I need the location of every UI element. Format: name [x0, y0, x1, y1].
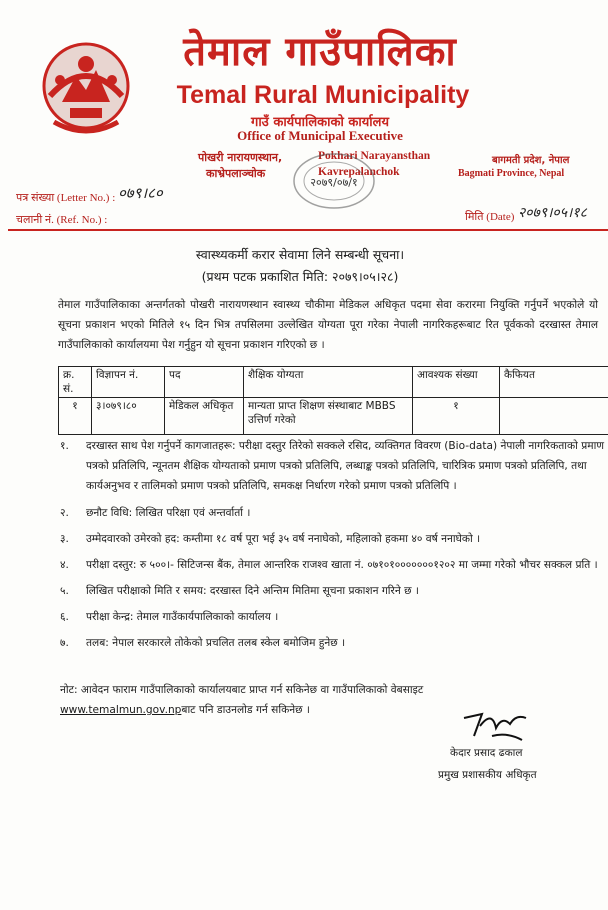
- district-np: काभ्रेपलाञ्चोक: [206, 167, 266, 180]
- province-en: Bagmati Province, Nepal: [458, 168, 565, 179]
- list-item-text: दरखास्त साथ पेश गर्नुपर्ने कागजातहरू: परीक्षा दस्तुर तिरेको सक्कले रसिद, व्यक्तिगत विवरण (Bio-data) नेपाली नागरिकताको प्रमाण पत्रको प्रतिलिपि, न्यूनतम शैक्षिक योग्यताको प्रमाण पत्रको प्रतिलिपि, लब्धाङ्क पत्रको प्रतिलिपि, चारित्रिक प्रमाण पत्रको प्रतिलिपि, तथा कार्यअनुभव र तालिमको प्रमाण पत्रको प्रतिलिपि, समकक्ष निर्धारण गरेको प्रमाण पत्रको प्रतिलिपि ।: [86, 440, 604, 492]
- list-item: [60, 555, 605, 575]
- municipality-title-np: तेमाल गाउँपालिका: [183, 29, 457, 75]
- list-item-text: उम्मेदवारको उमेरको हद: कम्तीमा १८ वर्ष पूरा भई ३५ वर्ष ननाघेको, महिलाको हकमा ४० वर्ष ननाघेको ।: [86, 533, 481, 545]
- list-item-text: छनौट विधि: लिखित परिक्षा एवं अन्तर्वार्ता ।: [86, 507, 251, 519]
- date-value: २०७९।०५।१८: [518, 206, 587, 221]
- table-header: क्र. सं.: [59, 367, 92, 398]
- list-item-number: २.: [60, 507, 69, 519]
- table-header: आवश्यक संख्या: [413, 367, 500, 398]
- table-cell: ३।०७९।८०: [92, 398, 165, 435]
- note-text-end: बाट पनि डाउनलोड गर्न सकिनेछ ।: [181, 704, 310, 716]
- website-link[interactable]: www.temalmun.gov.np: [60, 704, 182, 716]
- note-text: नोट: आवेदन फाराम गाउँपालिकाको कार्यालयबाट प्राप्त गर्न सकिनेछ वा गाउँपालिकाको वेबसाइट: [60, 684, 424, 696]
- municipality-title-en: Temal Rural Municipality: [176, 81, 470, 109]
- table-cell: १: [413, 398, 500, 435]
- list-item: [60, 529, 605, 549]
- table-header-row: [59, 367, 608, 398]
- list-item: [60, 436, 605, 496]
- table-cell: १: [59, 398, 92, 435]
- letter-no-label: पत्र संख्या (Letter No.) :: [16, 192, 116, 204]
- list-item-number: ६.: [60, 611, 69, 623]
- table-cell: [500, 398, 608, 435]
- signatory-title: प्रमुख प्रशासकीय अधिकृत: [438, 769, 537, 781]
- letter-no-value: ०७९।८०: [118, 186, 163, 202]
- nepal-emblem-icon: [40, 36, 132, 140]
- list-item-text: परीक्षा दस्तुर: रु ५००।- सिटिजन्स बैंक, तेमाल आन्तरिक राजश्व खाता नं. ०७१०१०००००००१२०२ मा जम्मा गरेको भौचर सक्कल प्रति ।: [86, 559, 598, 571]
- table-cell: मेडिकल अधिकृत: [165, 398, 244, 435]
- address-en: Pokhari Narayansthan: [318, 150, 431, 162]
- list-item-number: १.: [60, 440, 69, 452]
- list-item-text: लिखित परीक्षाको मिति र समय: दरखास्त दिने अन्तिम मितिमा सूचना प्रकाशन गरिने छ ।: [86, 585, 419, 597]
- table-header: शैक्षिक योग्यता: [244, 367, 413, 398]
- table-header: पद: [165, 367, 244, 398]
- notice-subtitle: (प्रथम पटक प्रकाशित मिति: २०७९।०५।२८): [201, 269, 399, 284]
- requirements-list: [60, 436, 605, 659]
- province-np: बागमती प्रदेश, नेपाल: [492, 155, 570, 166]
- list-item-text: तलब: नेपाल सरकारले तोकेको प्रचलित तलब स्केल बमोजिम हुनेछ ।: [86, 637, 346, 649]
- stamp-date: २०७९/०७/१: [310, 176, 358, 189]
- table-header: विज्ञापन नं.: [92, 367, 165, 398]
- notice-title: स्वास्थ्यकर्मी करार सेवामा लिने सम्बन्धी सूचना।: [195, 247, 405, 262]
- list-item-text: परीक्षा केन्द्र: तेमाल गाउँकार्यपालिकाको कार्यालय ।: [86, 611, 279, 623]
- list-item: [60, 581, 605, 601]
- office-stamp-icon: [290, 150, 378, 212]
- vacancy-table: [58, 366, 608, 435]
- table-header: कैफियत: [500, 367, 608, 398]
- office-name-en: Office of Municipal Executive: [237, 128, 403, 143]
- list-item-number: ५.: [60, 585, 69, 597]
- signatory-name: केदार प्रसाद ढकाल: [450, 747, 523, 759]
- district-en: Kavrepalanchok: [318, 166, 400, 178]
- header-divider: [8, 229, 608, 231]
- ref-no-label: चलानी नं. (Ref. No.) :: [16, 214, 108, 226]
- table-row: [59, 398, 608, 435]
- table-cell: मान्यता प्राप्त शिक्षण संस्थाबाट MBBS उत्तिर्ण गरेको: [244, 398, 413, 435]
- address-np: पोखरी नारायणस्थान,: [198, 151, 283, 164]
- office-name-np: गाउँ कार्यपालिकाको कार्यालय: [251, 115, 389, 130]
- list-item: [60, 633, 605, 653]
- signature-icon: [452, 706, 542, 748]
- date-label: मिति (Date): [465, 211, 515, 223]
- list-item-number: ७.: [60, 637, 69, 649]
- list-item: [60, 503, 605, 523]
- notice-body: तेमाल गाउँपालिकाका अन्तर्गतको पोखरी नारायणस्थान स्वास्थ्य चौकीमा मेडिकल अधिकृत पदमा सेवा करारमा नियुक्ति गर्नुपर्ने भएकोले यो सूचना प्रकाशन भएको मितिले १५ दिन भित्र तपसिलमा उल्लेखित योग्यता पूरा गरेका नेपाली नागरिकहरूबाट रित पूर्वकको दरखास्त तेमाल गाउँपालिकाको कार्यालयमा पेश गर्नुहुन यो सूचना प्रकाशन गरिएको छ ।: [58, 299, 598, 351]
- list-item-number: ३.: [60, 533, 69, 545]
- list-item-number: ४.: [60, 559, 69, 571]
- list-item: [60, 607, 605, 627]
